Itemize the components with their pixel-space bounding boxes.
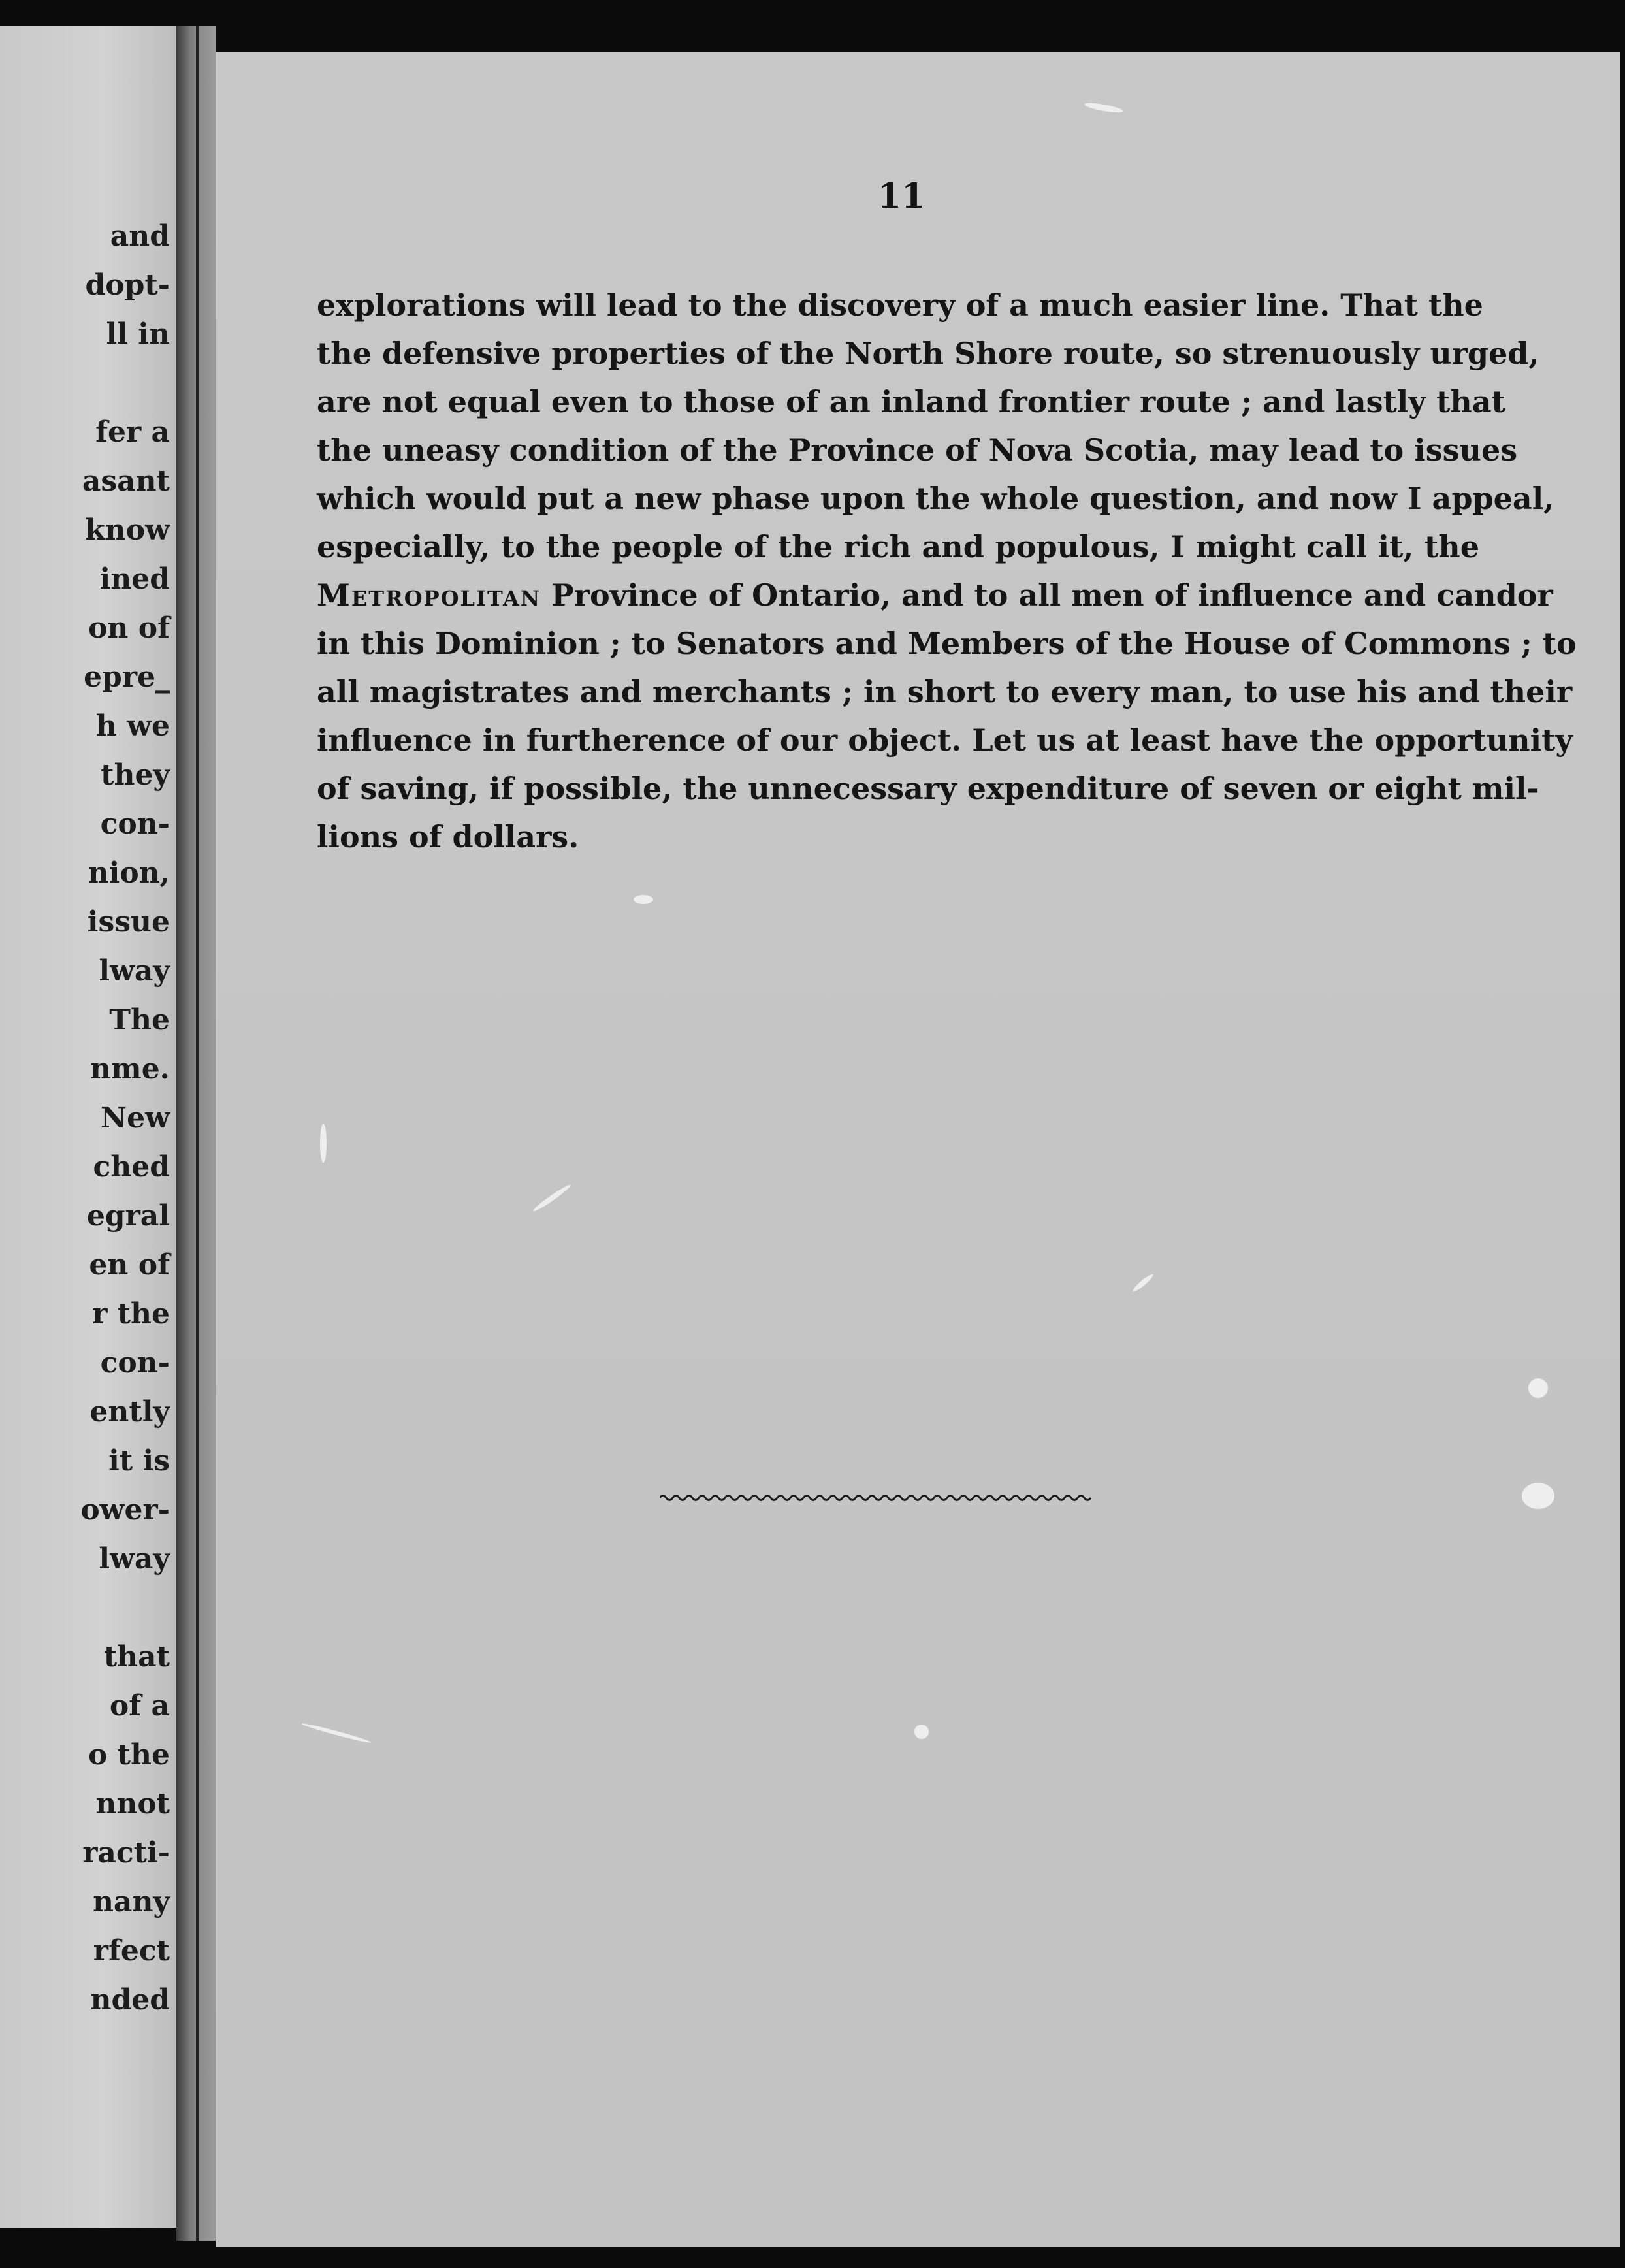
facing-page-text: The	[109, 1003, 170, 1037]
paper-speck	[301, 1722, 372, 1744]
facing-page-text: o the	[88, 1738, 170, 1772]
facing-page-text: of a	[109, 1689, 170, 1723]
facing-page-text: that	[103, 1640, 170, 1674]
paper-speck	[532, 1183, 572, 1214]
facing-page-text: con-	[100, 807, 170, 841]
page-number: 11	[877, 176, 925, 216]
paper-speck	[914, 1725, 929, 1739]
facing-page-text: r the	[92, 1297, 170, 1331]
paper-speck	[1528, 1378, 1548, 1398]
text-line: the uneasy condition of the Province of Nova Scotia, may lead to issues	[317, 432, 1518, 468]
facing-page-text: nded	[90, 1983, 170, 2017]
facing-page-text: h we	[95, 709, 170, 743]
text-line	[317, 571, 1553, 619]
paper-speck	[320, 1124, 327, 1163]
decorative-wavy-rule	[660, 1493, 1097, 1503]
facing-page-text: ently	[89, 1395, 170, 1429]
text-line: which would put a new phase upon the whole question, and now I appeal,	[317, 481, 1554, 516]
facing-page-text: ched	[93, 1150, 170, 1184]
facing-page-text: nion,	[88, 856, 170, 890]
text-line: explorations will lead to the discovery of a much easier line. That the	[317, 287, 1483, 323]
paper-speck	[1084, 101, 1124, 114]
facing-page-text: egral	[86, 1199, 170, 1233]
document-page	[216, 52, 1620, 2247]
facing-page-text: know	[85, 513, 170, 547]
facing-page-text: nnot	[95, 1787, 170, 1821]
text-line: in this Dominion ; to Senators and Members of the House of Commons ; to	[317, 626, 1577, 661]
text-line: are not equal even to those of an inland frontier route ; and lastly that	[317, 384, 1505, 419]
text-line: all magistrates and merchants ; in short to every man, to use his and their	[317, 674, 1573, 709]
facing-page-text: racti-	[82, 1836, 170, 1870]
gutter-line	[196, 26, 199, 2241]
text-line: especially, to the people of the rich and populous, I might call it, the	[317, 529, 1479, 564]
text-line: of saving, if possible, the unnecessary expenditure of seven or eight mil-	[317, 771, 1539, 806]
facing-page-text: ined	[99, 562, 170, 596]
facing-page-text: New	[100, 1101, 170, 1135]
text-line-rest: Province of Ontario, and to all men of influence and candor	[551, 577, 1553, 613]
facing-page-text: dopt-	[85, 268, 170, 302]
facing-page-text: fer a	[95, 415, 170, 449]
facing-page-text: con-	[100, 1346, 170, 1380]
facing-page-text: epre_	[84, 660, 170, 694]
body-paragraph	[317, 281, 1577, 861]
facing-page-text: lway	[99, 954, 170, 988]
facing-page-text: lway	[99, 1542, 170, 1576]
facing-page-fragment	[0, 26, 176, 2228]
facing-page-text: they	[101, 758, 170, 792]
facing-page-text: asant	[82, 464, 170, 498]
facing-page-text: it is	[108, 1444, 170, 1478]
paper-speck	[1131, 1272, 1155, 1293]
paper-speck	[634, 895, 653, 904]
text-line: influence in furtherence of our object. Let us at least have the opportunity	[317, 722, 1573, 758]
facing-page-text: en of	[89, 1248, 170, 1282]
facing-page-text: ower-	[80, 1493, 170, 1527]
facing-page-text: nme.	[90, 1052, 170, 1086]
facing-page-text: nany	[92, 1885, 170, 1919]
paper-speck	[1522, 1483, 1554, 1509]
facing-page-text: rfect	[93, 1934, 170, 1968]
facing-page-text: issue	[87, 905, 170, 939]
facing-page-text: on of	[88, 611, 170, 645]
text-line: the defensive properties of the North Shore route, so strenuously urged,	[317, 336, 1539, 371]
text-line: lions of dollars.	[317, 819, 579, 854]
facing-page-text: ll in	[106, 317, 170, 351]
smallcaps-word: Metropolitan	[317, 577, 541, 613]
facing-page-text: and	[110, 219, 170, 253]
